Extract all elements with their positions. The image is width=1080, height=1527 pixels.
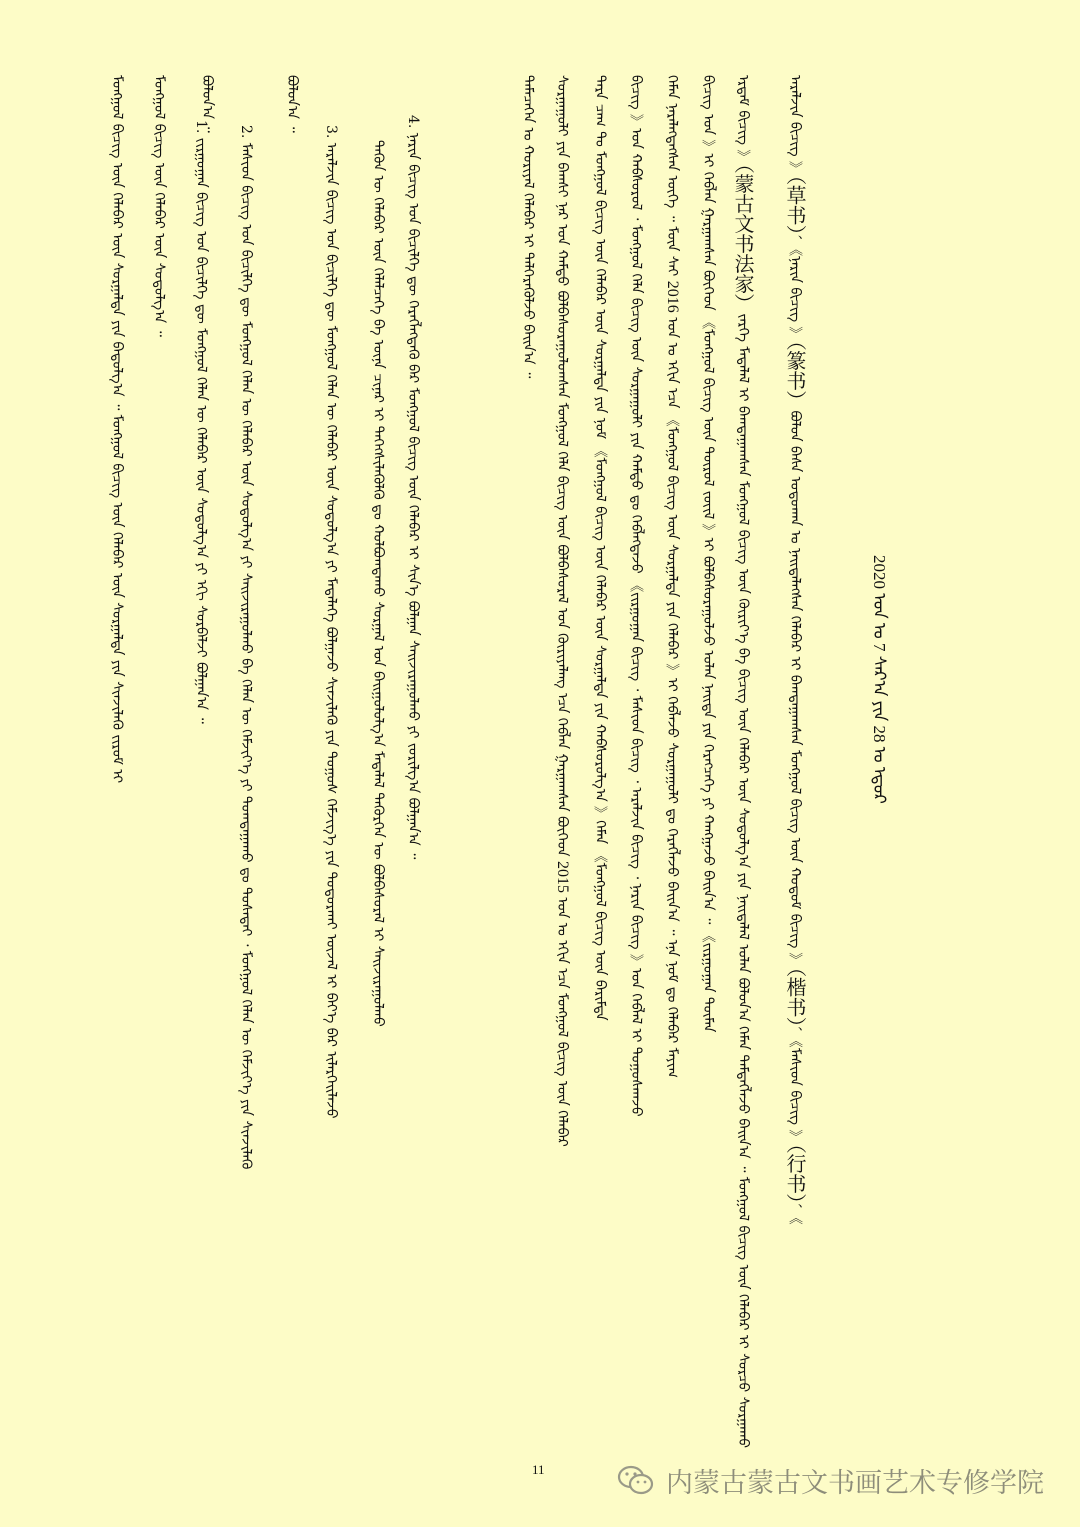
wechat-icon xyxy=(614,1458,658,1502)
text-segment: （草书） xyxy=(783,175,807,236)
text-column xyxy=(404,115,422,1440)
text-segment: （篆书） xyxy=(783,340,807,411)
text-segment: ᠣᠨ ᠤ ᠡᠬᠢᠨ ᠡᠴᠡ 《ᠮᠣᠩᠭᠣᠯ ᠪᠢᠴᠢᠭ ᠦᠨ ᠰᠤᠷᠭᠠᠯᠲᠠ ᠶᠢᠨ ᠬᠡᠯᠡᠪᠡᠷ 》ᠢ ᠬᠡᠪᠯᠡᠵᠦ ᠰᠤᠷᠭᠠᠭᠤᠯᠢ ᠳᠤ ᠬᠡᠷᠡᠭᠯᠡᠵᠦ ᠪᠠᠢᠨ᠎ᠠ ᠃ ᠡᠨᠡ ᠨᠣᠮ ᠳᠤ ᠬᠡᠯᠡᠪᠡᠷ ᠮᠠᠶᠢᠭ xyxy=(664,312,680,1078)
text-segment: 1. ᠵᠢᠷᠭᠤᠭᠠᠨ ᠪᠢᠴᠢᠭ᠌ ᠤᠨ ᠪᠢᠴᠢᠯᠭᠡ ᠳᠦ ᠮᠣᠩᠭᠣᠯ ᠬᠡᠯᠡᠨ ᠦ ᠬᠡᠯᠡᠪᠡᠷ ᠦᠨ ᠰᠤᠳᠤᠯᠭ᠎ᠠ ᠶᠢ ᠡᠬᠢ ᠰᠤᠷᠪᠠᠯᠵᠢ ᠪᠣᠯᠭᠠᠨ᠎ᠠ ᠃ xyxy=(193,120,209,724)
text-segment: ᠪᠢᠴᠢᠭ᠌ ᠤᠨ 》ᠢ ᠬᠡᠪᠯᠡᠨ ᠭᠠᠷᠭᠠᠭᠰᠠᠨ ᠪᠥᠭᠡᠳ 《ᠮᠣᠩᠭᠣᠯ ᠪᠢᠴᠢᠭ ᠦᠨ ᠲᠥᠷᠥᠯ ᠵᠦᠢᠯ 》ᠢ ᠪᠣᠯᠪᠠᠰᠤᠷᠠᠭᠤᠯᠵᠤ ᠣᠯᠠᠨ ᠨᠡᠢᠲᠡ ᠶᠢᠨ ᠬᠡᠷᠡᠭᠴᠡᠭᠡ ᠶᠢ ᠬᠠᠩᠭᠠᠵᠤ ᠪᠠᠢᠨ᠎ᠠ ᠃ 《ᠵᠢᠷᠭᠤᠭᠠᠨ ᠲᠦᠮᠡᠨ xyxy=(700,75,716,1033)
text-segment: ᠪᠣᠯᠤᠨ᠎ᠠ ᠃ xyxy=(199,75,215,133)
text-segment: 2016 xyxy=(664,280,681,313)
text-segment: ᠰᠤᠷᠭᠠᠭᠤᠯᠢ ᠶᠢᠨ ᠪᠠᠭᠰᠢ ᠨᠠᠷ ᠤᠨ ᠬᠠᠮᠲᠤ ᠪᠣᠯᠪᠠᠰᠤᠷᠠᠭᠤᠯᠤᠭᠰᠠᠨ ᠮᠣᠩᠭᠣᠯ ᠬᠡᠯᠡ ᠪᠢᠴᠢᠭ ᠦᠨ ᠪᠣᠯᠪᠠᠰᠤᠷᠠᠯ ᠤᠨ ᠬᠦᠷᠢᠶᠡᠯᠡᠩ ᠡᠴᠡ ᠬᠡᠪᠯᠡᠨ ᠭᠠᠷᠭᠠᠭᠰᠠᠨ ᠪᠥᠭᠡᠳ xyxy=(554,75,570,861)
text-column xyxy=(627,75,645,1440)
text-segment: 、《ᠮᠠᠰᠢᠳ ᠪᠢᠴᠢᠭ᠌ 》 xyxy=(787,1026,803,1144)
text-segment: ᠮᠣᠩᠭᠣᠯ ᠪᠢᠴᠢᠭ ᠦᠨ ᠬᠡᠯᠡᠪᠡᠷ ᠦᠨ ᠰᠤᠳᠤᠯᠭ᠎ᠠ ᠃ xyxy=(151,75,167,337)
text-column xyxy=(283,75,301,1440)
date-header: 2020 ᠣᠨ ᠤ 7 ᠰᠠᠷ᠎ᠠ ᠶᠢᠨ 28 ᠤ ᠡᠳᠦᠷ xyxy=(870,555,889,804)
text-segment: 2015 xyxy=(554,860,571,893)
text-column xyxy=(192,120,210,1440)
text-column xyxy=(783,75,807,1440)
text-column xyxy=(322,125,340,1440)
text-segment: 4. ᠨᠠᠷᠢᠨ ᠪᠢᠴᠢᠭ᠌ ᠤᠨ ᠪᠢᠴᠢᠯᠭᠡ ᠳᠦ ᠬᠡᠷᠡᠭᠯᠡᠭᠳᠡᠬᠦ ᠪᠡᠷ ᠮᠣᠩᠭᠣᠯ ᠪᠢᠴᠢᠭ ᠦᠨ ᠬᠡᠯᠡᠪᠡᠷ ᠢ ᠰᠢᠨ᠎ᠡ ᠪᠣᠯᠭᠠᠨ ᠰᠠᠢᠵᠢᠷᠠᠭᠤᠯᠬᠤ ᠶᠢ ᠵᠣᠷᠢᠯᠭ᠎ᠠ ᠪᠣᠯᠭᠠᠨ᠎ᠠ ᠃ xyxy=(405,115,421,860)
text-segment: ᠡᠷᠳᠡᠮ ᠪᠢᠴᠢᠭ᠌ 》 xyxy=(735,75,751,164)
text-segment: （行书） xyxy=(783,1143,807,1204)
page-number: 11 xyxy=(532,1462,545,1477)
text-column xyxy=(731,75,755,1448)
text-segment: ᠪᠣᠯᠤᠨ᠎ᠠ ᠃ xyxy=(284,75,300,133)
text-segment: ᠲᠡᠷᠡ ᠴᠠᠭ ᠲᠤ ᠮᠣᠩᠭᠣᠯ ᠪᠢᠴᠢᠭ ᠦᠨ ᠬᠡᠯᠡᠪᠡᠷ ᠦᠨ ᠰᠤᠷᠭᠠᠯᠲᠠ ᠶᠢᠨ ᠨᠣᠮ 《ᠮᠣᠩᠭᠣᠯ ᠪᠢᠴᠢᠭ ᠦᠨ ᠬᠡᠯᠡᠪᠡᠷ ᠦᠨ ᠰᠤᠷᠭᠠᠯᠲᠠ ᠶᠢᠨ ᠬᠠᠪᠰᠤᠷᠤᠯᠭ᠎ᠠ 》ᠬᠡᠮᠡᠨ 《ᠮᠣᠩᠭᠣᠯ ᠪᠢᠴᠢᠭ ᠦᠨ ᠪᠠᠷᠢᠮᠲᠠ xyxy=(592,75,608,1021)
text-segment: ᠵᠡᠷᠭᠡ ᠮᠡᠳᠡᠯᠡᠯ ᠢ ᠪᠠᠭᠲᠠᠭᠠᠭᠰᠠᠨ ᠮᠣᠩᠭᠣᠯ ᠪᠢᠴᠢᠭ ᠦᠨ ᠬᠦᠷᠢᠶ᠎ᠡ ᠪᠠ ᠪᠢᠴᠢᠭ ᠦᠨ ᠬᠡᠯᠡᠪᠡᠷ ᠦᠨ ᠰᠤᠳᠤᠯᠭ᠎ᠠ ᠶᠢᠨ ᠨᠡᠢᠲᠡᠯᠡᠯ ᠣᠯᠠᠨ ᠪᠣᠯᠤᠨ᠎ᠠ ᠬᠡᠮᠡᠨ ᠲᠡᠮᠳᠡᠭᠯᠡᠵᠦ ᠪᠠᠢᠨ᠎ᠠ ᠃ ᠮᠣᠩᠭᠣᠯ ᠪᠢᠴᠢᠭ ᠦᠨ ᠬᠡᠯᠡᠪᠡᠷ ᠢ ᠰᠤᠷᠴᠤ ᠰᠤᠷᠭᠠᠬᠤ xyxy=(735,313,751,1448)
text-segment: （蒙古文书法家） xyxy=(731,163,755,314)
text-segment: （楷书） xyxy=(783,966,807,1027)
text-column xyxy=(519,75,537,1440)
watermark xyxy=(614,1458,1044,1502)
text-segment: ᠬᠡᠮᠡᠨ ᠨᠡᠷᠡᠯᠡᠭᠳᠡᠭᠰᠡᠨ ᠦᠭᠡ ᠃ ᠮᠥᠨ ᠰᠠᠢ xyxy=(664,75,680,281)
text-segment: 、《 xyxy=(787,1203,803,1225)
text-segment: ᠣᠨ ᠤ ᠡᠬᠢᠨ ᠡᠴᠡ ᠮᠣᠩᠭᠣᠯ ᠪᠢᠴᠢᠭ ᠦᠨ ᠬᠡᠯᠡᠪᠡᠷ xyxy=(554,892,570,1147)
text-column xyxy=(108,75,126,1440)
text-segment: ᠲᠡᠮᠡᠴᠡᠭᠡᠨ ᠤ ᠬᠣᠷᠢᠶᠠᠯ ᠬᠡᠯᠡᠪᠡᠷ ᠢ ᠳᠡᠯᠭᠡᠷᠡᠭᠦᠯᠵᠦ ᠪᠠᠢᠨ᠎ᠠ ᠃ xyxy=(520,75,536,379)
text-segment: 、《ᠨᠠᠷᠢᠨ ᠪᠢᠴᠢᠭ᠌ 》 xyxy=(787,235,803,341)
text-segment: ᠪᠢᠴᠢᠭ᠌ 》ᠤᠨ ᠬᠠᠪᠰᠤᠷᠤᠯ ᠂ ᠮᠣᠩᠭᠣᠯ ᠬᠡᠯᠡ ᠪᠢᠴᠢᠭ ᠦᠨ ᠰᠤᠷᠭᠠᠭᠤᠯᠢ ᠶᠢᠨ ᠬᠠᠮᠲᠤ ᠳᠤ ᠬᠡᠪᠯᠡᠭᠳᠡᠵᠦ 《ᠵᠢᠷᠭᠤᠭᠠᠨ ᠪᠢᠴᠢᠭ᠌ ᠂ ᠮᠠᠰᠢᠳ ᠪᠢᠴᠢᠭ᠌ ᠂ ᠠᠷᠠᠯᠵᠢᠨ ᠪᠢᠴᠢᠭ᠌ ᠂ ᠨᠠᠷᠢᠨ ᠪᠢᠴᠢᠭ᠌ 》ᠤᠨ ᠬᠡᠪᠯᠡᠯ ᠢ ᠳᠤᠭᠤᠰᠬᠠᠵᠤ xyxy=(628,75,644,1117)
text-segment: ᠠᠷᠠᠯᠵᠢᠨ ᠪᠢᠴᠢᠭ᠌ 》 xyxy=(787,75,803,176)
text-segment: 3. ᠠᠷᠠᠯᠵᠢᠨ ᠪᠢᠴᠢᠭ᠌ ᠤᠨ ᠪᠢᠴᠢᠯᠭᠡ ᠳᠦ ᠮᠣᠩᠭᠣᠯ ᠬᠡᠯᠡᠨ ᠦ ᠬᠡᠯᠡᠪᠡᠷ ᠦᠨ ᠰᠤᠳᠤᠯᠭ᠎ᠠ ᠶᠢ ᠮᠡᠳᠡᠯᠡᠭᠡ ᠪᠣᠯᠭᠠᠵᠤ ᠰᠢᠨᠵᠢᠯᠡᠭᠦ ᠶᠢᠨ ᠲᠤᠭᠤᠰ ᠬᠡᠮᠵᠢᠭ᠎ᠡ ᠶᠢᠨ ᠲᠣᠳᠣᠷᠬᠠᠢ ᠦᠵᠡᠯ ᠢ ᠪᠡᠶ᠎ᠡ ᠪᠠᠷ ᠢᠯᠡᠷᠬᠡᠢᠯᠡᠵᠦ xyxy=(323,125,339,1119)
text-segment: ᠮᠣᠩᠭᠣᠯ ᠪᠢᠴᠢᠭ ᠦᠨ ᠬᠡᠯᠡᠪᠡᠷ ᠦᠨ ᠰᠤᠷᠭᠠᠯᠲᠠ ᠶᠢᠨ ᠪᠠᠲᠤᠯᠭ᠎ᠠ ᠃ ᠮᠣᠩᠭᠣᠯ ᠪᠢᠴᠢᠭ ᠦᠨ ᠬᠡᠯᠡᠪᠡᠷ ᠦᠨ ᠰᠤᠷᠭᠠᠯᠲᠠ ᠶᠢᠨ ᠰᠢᠨᠵᠢᠯᠡᠭᠦ ᠵᠢᠷᠤᠮ ᠢ xyxy=(109,75,125,784)
text-segment: ᠲᠡᠭᠦᠨ ᠦ ᠬᠡᠯᠡᠪᠡᠷ ᠦᠨ ᠬᠡᠯᠡᠯᠴᠡᠭᠡ ᠪᠠ ᠦᠨᠡ ᠴᠢᠨᠠᠷ ᠢ ᠳᠡᠭᠡᠭᠰᠢᠯᠡᠭᠦᠯᠬᠦ ᠳᠤ ᠬᠣᠯᠪᠣᠭᠳᠠᠬᠤ ᠰᠤᠷᠭᠠᠯ ᠤᠨ ᠪᠠᠢᠭᠤᠯᠤᠯᠭ᠎ᠠ ᠮᠡᠳᠡᠯᠡᠯ ᠲᠡᠭᠦᠷᠭᠡᠨ ᠦ ᠪᠣᠯᠪᠠᠰᠤᠷᠠᠯ ᠢ ᠰᠠᠢᠵᠢᠷᠠᠭᠤᠯᠬᠤ xyxy=(370,140,386,1027)
text-column xyxy=(150,75,168,1440)
text-segment: ᠪᠣᠯᠤᠨ ᠪᠠᠰᠠ ᠣᠳᠣᠬᠠᠨ ᠤ ᠨᠡᠢᠲᠡᠯᠡᠭᠰᠡᠨ ᠬᠡᠯᠡᠪᠡᠷ ᠢ ᠪᠠᠭᠲᠠᠭᠠᠭᠰᠠᠨ ᠮᠣᠩᠭᠣᠯ ᠪᠢᠴᠢᠭ ᠦᠨ ᠬᠣᠳᠣᠮ ᠪᠢᠴᠢᠭ 》 xyxy=(787,410,803,967)
text-column xyxy=(237,125,255,1440)
text-column xyxy=(369,140,387,1440)
watermark-text: 内蒙古蒙古文书画艺术专修学院 xyxy=(666,1467,1044,1499)
text-column xyxy=(699,75,717,1440)
text-column xyxy=(663,75,681,1440)
text-segment: 2. ᠮᠠᠰᠢᠳ ᠪᠢᠴᠢᠭ᠌ ᠤᠨ ᠪᠢᠴᠢᠯᠭᠡ ᠳᠦ ᠮᠣᠩᠭᠣᠯ ᠬᠡᠯᠡᠨ ᠦ ᠬᠡᠯᠡᠪᠡᠷ ᠦᠨ ᠰᠤᠳᠤᠯᠭ᠎ᠠ ᠶᠢ ᠰᠠᠢᠵᠢᠷᠠᠭᠤᠯᠬᠤ ᠪᠠ ᠬᠡᠯᠡᠨ ᠦ ᠬᠡᠮᠵᠢᠶ᠎ᠡ ᠶᠢ ᠲᠣᠭᠲᠠᠭᠠᠬᠤ ᠳᠤ ᠲᠤᠰᠠᠲᠠᠢ ᠂ ᠮᠣᠩᠭᠣᠯ ᠬᠡᠯᠡᠨ ᠦ ᠬᠡᠮᠵᠢᠶ᠎ᠡ ᠶᠢᠨ ᠰᠢᠨᠵᠢᠯᠡᠭᠦ xyxy=(238,125,254,1170)
text-column xyxy=(553,75,571,1440)
text-column xyxy=(591,75,609,1440)
